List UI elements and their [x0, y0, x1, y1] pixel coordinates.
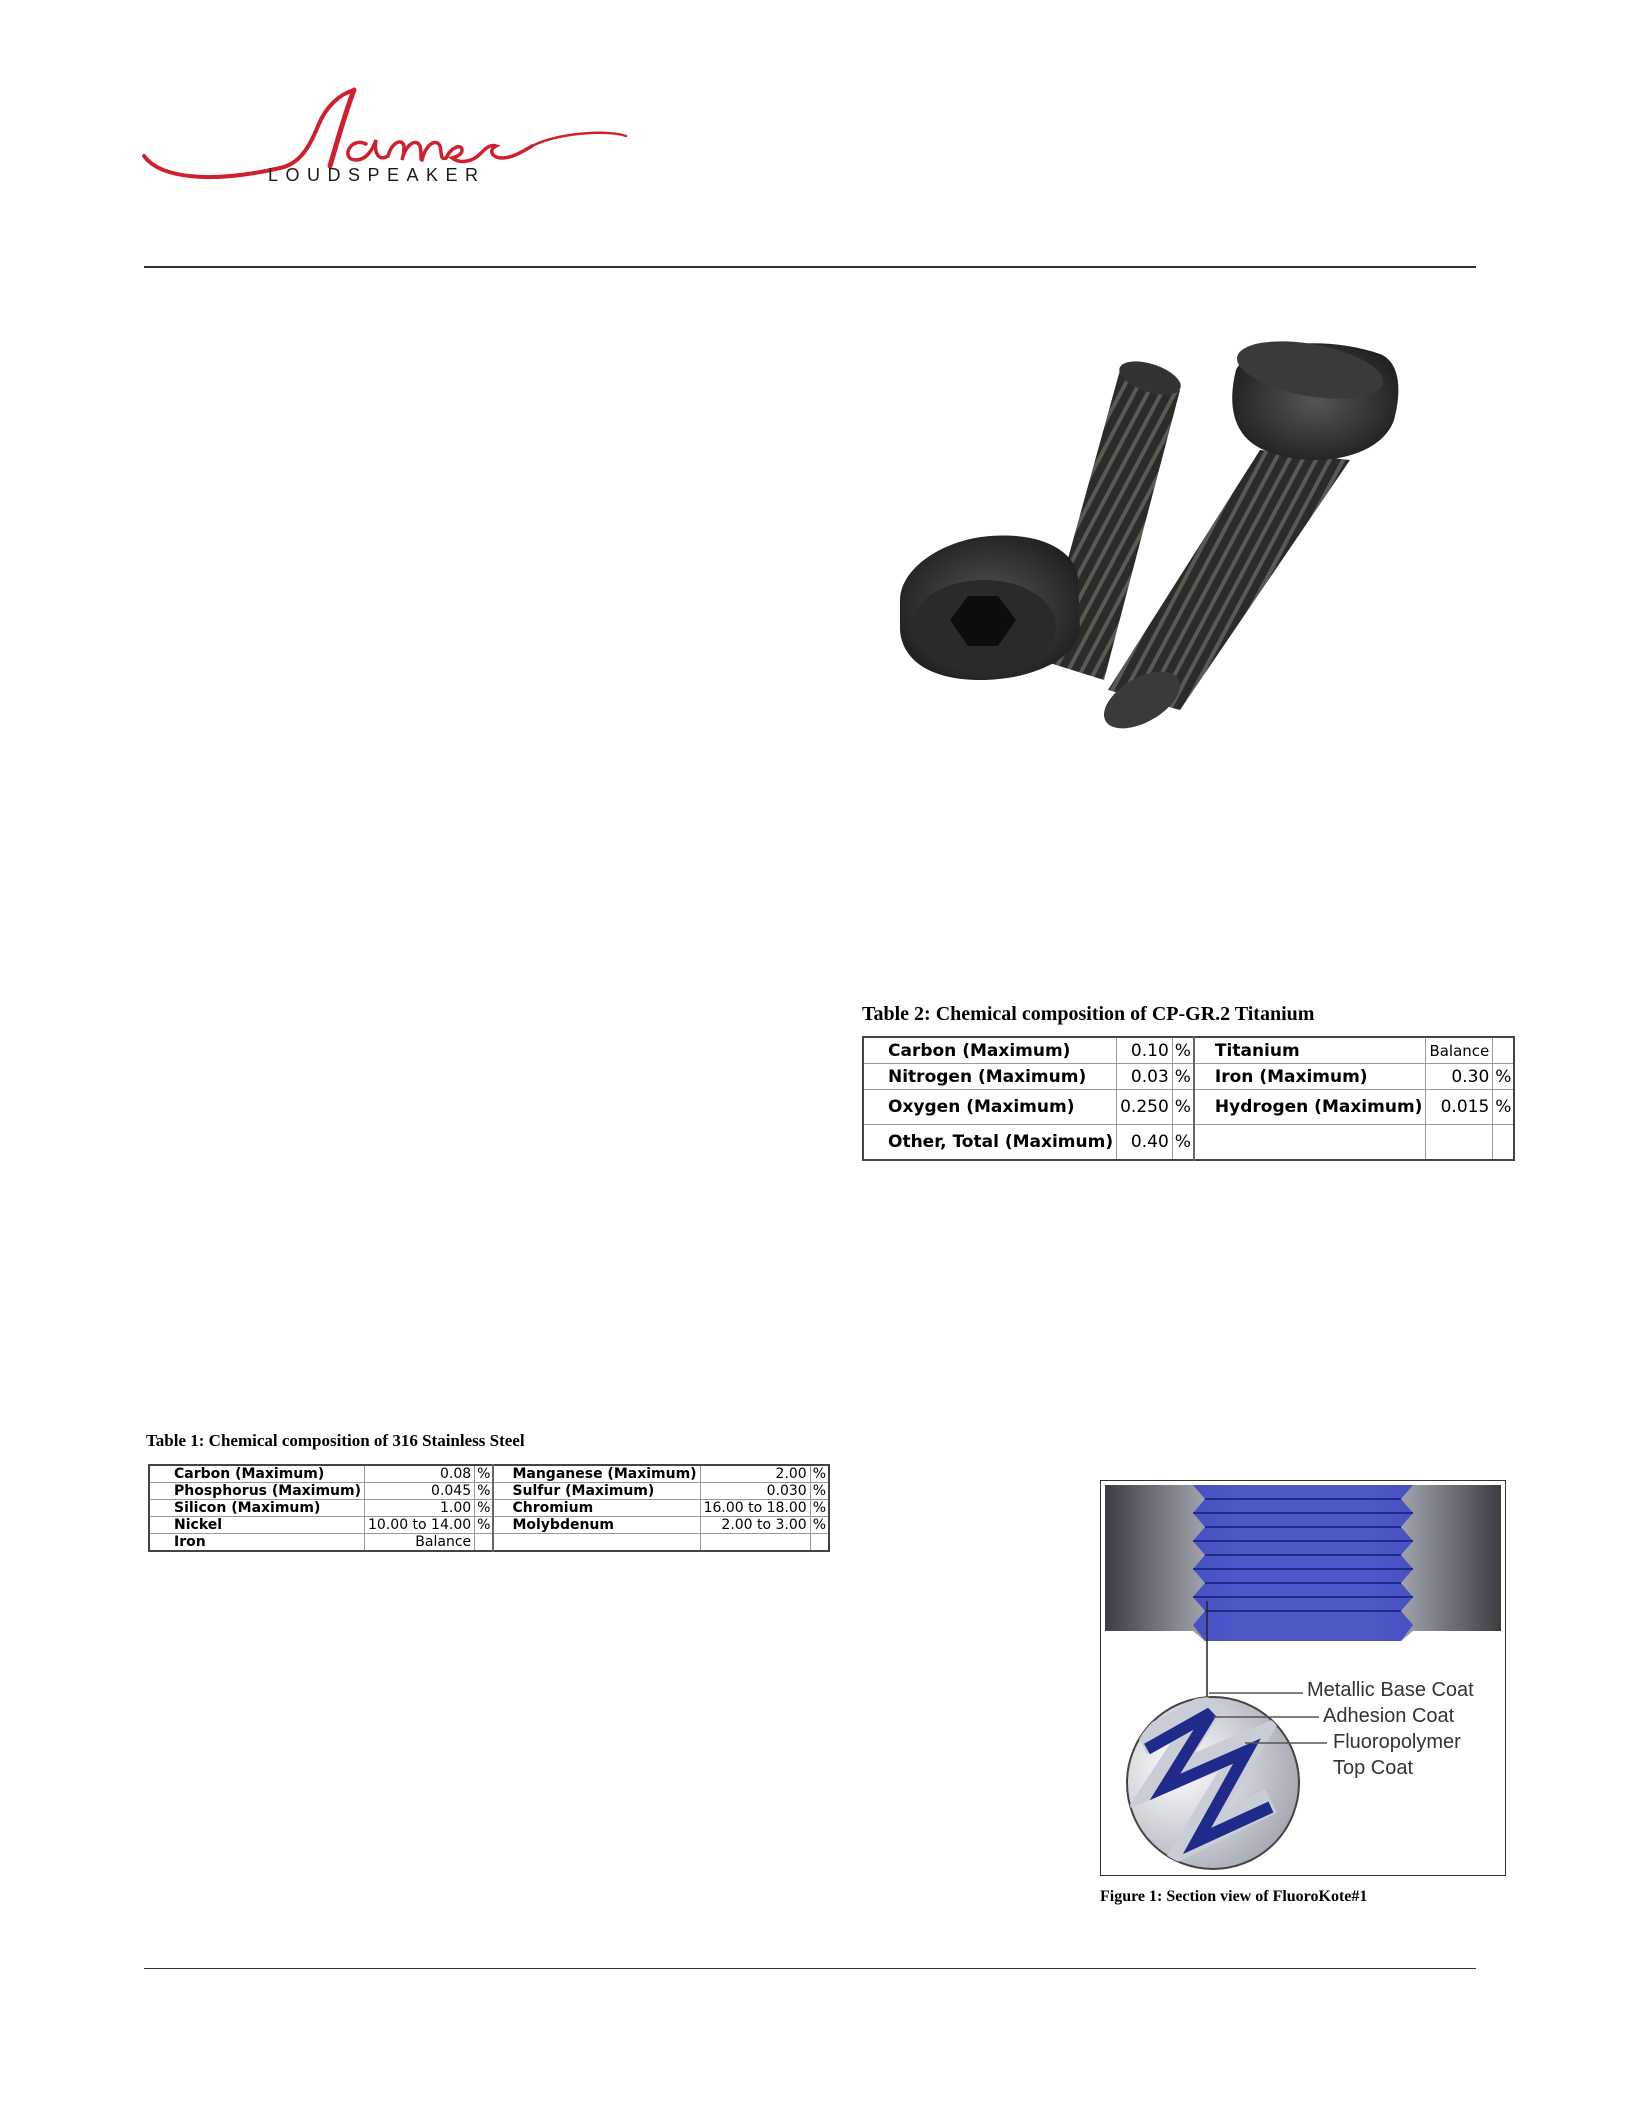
table-row — [149, 1500, 829, 1517]
table-cell: 0.10 — [1117, 1037, 1173, 1064]
table-cell — [493, 1534, 700, 1552]
table-cell: 0.045 — [365, 1483, 475, 1500]
table-cell — [1426, 1125, 1493, 1161]
table-cell: Hydrogen (Maximum) — [1194, 1090, 1426, 1125]
table-cell: Iron (Maximum) — [1194, 1064, 1426, 1090]
table-cell: 0.08 — [365, 1465, 475, 1483]
table-cell: Silicon (Maximum) — [149, 1500, 365, 1517]
bolts-photo — [880, 330, 1440, 730]
table-cell: % — [475, 1517, 494, 1534]
table-cell: 0.03 — [1117, 1064, 1173, 1090]
table-cell — [1493, 1037, 1515, 1064]
adhesion-coat-label: Adhesion Coat — [1323, 1705, 1455, 1727]
table-cell: 0.250 — [1117, 1090, 1173, 1125]
table-cell: % — [810, 1500, 829, 1517]
table-cell: Other, Total (Maximum) — [863, 1125, 1117, 1161]
table-cell: % — [810, 1517, 829, 1534]
table1-caption: Table 1: Chemical composition of 316 Stainless Steel — [146, 1431, 525, 1450]
table2-caption: Table 2: Chemical composition of CP-GR.2 Titanium — [862, 1003, 1315, 1025]
table-cell: % — [1172, 1064, 1194, 1090]
table-cell: Balance — [365, 1534, 475, 1552]
table-cell: 0.30 — [1426, 1064, 1493, 1090]
table-row — [149, 1465, 829, 1483]
table-cell — [700, 1534, 810, 1552]
table-cell: % — [475, 1465, 494, 1483]
table-cell: Sulfur (Maximum) — [493, 1483, 700, 1500]
table-row — [863, 1064, 1514, 1090]
titanium-composition-table — [862, 1036, 1515, 1161]
table-cell: Phosphorus (Maximum) — [149, 1483, 365, 1500]
table-cell — [810, 1534, 829, 1552]
thread-coat — [1193, 1485, 1413, 1641]
table-cell: Nitrogen (Maximum) — [863, 1064, 1117, 1090]
figure1-caption: Figure 1: Section view of FluoroKote#1 — [1100, 1888, 1368, 1905]
table-cell: Balance — [1426, 1037, 1493, 1064]
table-cell: % — [1493, 1064, 1515, 1090]
table-cell: % — [1493, 1090, 1515, 1125]
table-cell: Carbon (Maximum) — [863, 1037, 1117, 1064]
table-row — [863, 1125, 1514, 1161]
table-cell: Nickel — [149, 1517, 365, 1534]
table-cell: Chromium — [493, 1500, 700, 1517]
coating-diagram — [1101, 1481, 1505, 1875]
table-cell: 10.00 to 14.00 — [365, 1517, 475, 1534]
table-cell: % — [475, 1483, 494, 1500]
table-cell: 16.00 to 18.00 — [700, 1500, 810, 1517]
table-cell: 0.015 — [1426, 1090, 1493, 1125]
table-row — [149, 1534, 829, 1552]
header-divider — [144, 266, 1476, 268]
table-cell — [1194, 1125, 1426, 1161]
table-cell: Oxygen (Maximum) — [863, 1090, 1117, 1125]
table-cell: % — [810, 1483, 829, 1500]
table-cell: % — [1172, 1090, 1194, 1125]
fluoropolymer-label: Fluoropolymer — [1333, 1731, 1461, 1753]
table-cell: Iron — [149, 1534, 365, 1552]
table-cell — [1493, 1125, 1515, 1161]
table-row — [149, 1483, 829, 1500]
metallic-base-coat-label: Metallic Base Coat — [1307, 1679, 1474, 1701]
table-cell — [475, 1534, 494, 1552]
table-row — [863, 1090, 1514, 1125]
table-cell: % — [1172, 1125, 1194, 1161]
table-cell: Titanium — [1194, 1037, 1426, 1064]
table-cell: 2.00 — [700, 1465, 810, 1483]
table-row — [149, 1517, 829, 1534]
table-cell: % — [810, 1465, 829, 1483]
table-row — [863, 1037, 1514, 1064]
footer-divider — [144, 1968, 1476, 1969]
table-cell: 0.40 — [1117, 1125, 1173, 1161]
logo-wordmark: LOUDSPEAKER — [268, 165, 486, 185]
table-cell: 0.030 — [700, 1483, 810, 1500]
table-cell: Molybdenum — [493, 1517, 700, 1534]
table-cell: Manganese (Maximum) — [493, 1465, 700, 1483]
fluorokote-section-figure — [1100, 1480, 1506, 1876]
table-cell: Carbon (Maximum) — [149, 1465, 365, 1483]
table-cell: % — [475, 1500, 494, 1517]
top-coat-label: Top Coat — [1333, 1757, 1414, 1779]
table-cell: 1.00 — [365, 1500, 475, 1517]
table-cell: % — [1172, 1037, 1194, 1064]
stainless-composition-table — [148, 1464, 830, 1552]
table-cell: 2.00 to 3.00 — [700, 1517, 810, 1534]
